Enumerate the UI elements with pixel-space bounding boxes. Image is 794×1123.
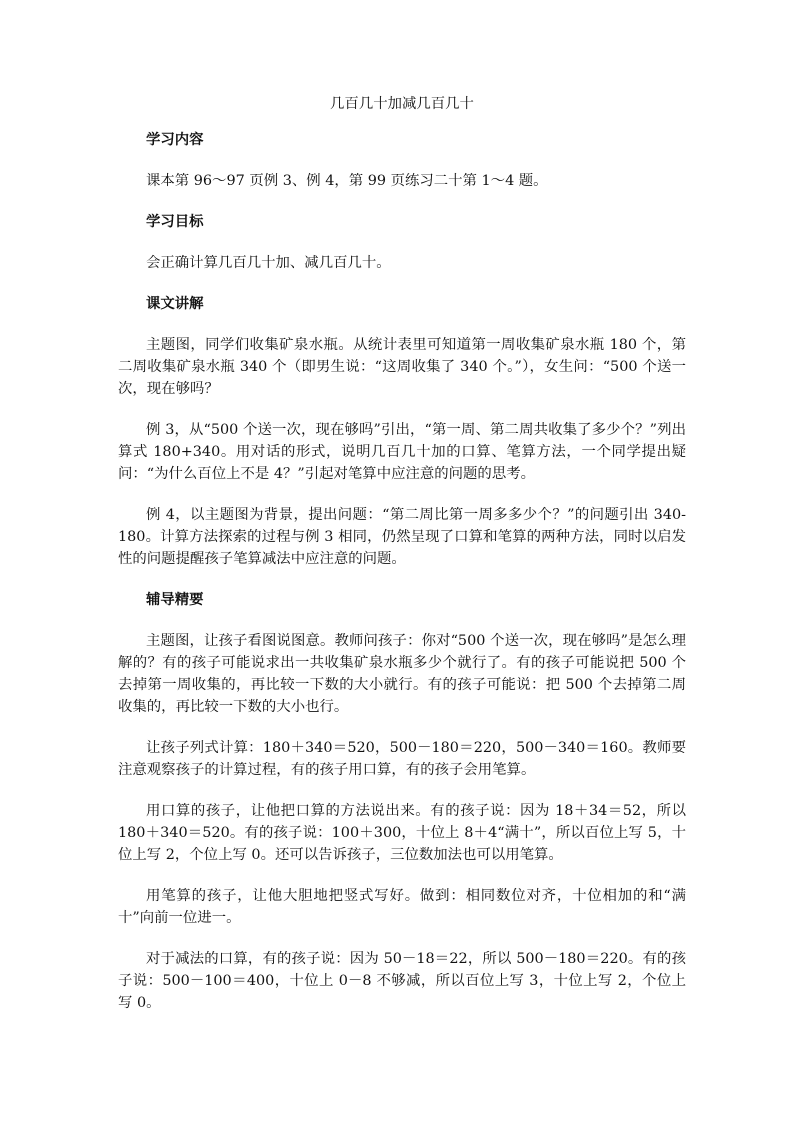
document-body — [118, 93, 686, 1032]
section-heading-guidance: 辅导精要 — [146, 591, 204, 608]
paragraph: 用笔算的孩子，让他大胆地把竖式写好。做到：相同数位对齐，十位相加的和“满十”向前一位进一。 — [118, 888, 686, 926]
paragraph: 例 4，以主题图为背景，提出问题：“第二周比第一周多多少个？”的问题引出 340-180。计算方法探索的过程与例 3 相同，仍然呈现了口算和笔算的两种方法，同时以启发性的问题提醒孩子笔算减法中应注意的问题。 — [118, 507, 686, 567]
section-heading-explanation: 课文讲解 — [146, 295, 204, 312]
paragraph: 用口算的孩子，让他把口算的方法说出来。有的孩子说：因为 18＋34＝52，所以 180＋340＝520。有的孩子说：100＋300，十位上 8＋4“满十”，所以百位上写 5，十位上写 2，个位上写 0。还可以告诉孩子，三位数加法也可以用笔算。 — [118, 803, 686, 863]
paragraph: 例 3，从“500 个送一次，现在够吗”引出，“第一周、第二周共收集了多少个？”列出算式 180+340。用对话的形式，说明几百几十加的口算、笔算方法，一个同学提出疑问：“为什么百位上不是 4？”引起对笔算中应注意的问题的思考。 — [118, 422, 686, 482]
paragraph: 对于减法的口算，有的孩子说：因为 50－18＝22，所以 500－180＝220。有的孩子说：500－100＝400，十位上 0－8 不够减，所以百位上写 3，十位上写 2，个位上写 0。 — [118, 951, 686, 1011]
section-heading-content: 学习内容 — [146, 131, 204, 148]
paragraph: 课本第 96～97 页例 3、例 4，第 99 页练习二十第 1～4 题。 — [146, 173, 548, 189]
section-heading-goal: 学习目标 — [146, 213, 204, 230]
paragraph: 让孩子列式计算：180＋340＝520，500－180＝220，500－340＝160。教师要注意观察孩子的计算过程，有的孩子用口算，有的孩子会用笔算。 — [118, 740, 686, 778]
paragraph: 会正确计算几百几十加、减几百几十。 — [146, 255, 391, 271]
paragraph: 主题图，让孩子看图说图意。教师问孩子：你对“500 个送一次，现在够吗”是怎么理解的？有的孩子可能说求出一共收集矿泉水瓶多少个就行了。有的孩子可能说把 500 个去掉第一周收集的，再比较一下数的大小就行。有的孩子可能说：把 500 个去掉第二周收集的，再比较一下数的大小也行。 — [118, 633, 686, 715]
paragraph: 主题图，同学们收集矿泉水瓶。从统计表里可知道第一周收集矿泉水瓶 180 个，第二周收集矿泉水瓶 340 个（即男生说：“这周收集了 340 个。”），女生问：“500 个送一次，现在够吗？ — [118, 337, 686, 397]
page-title: 几百几十加减几百几十 — [330, 96, 474, 112]
